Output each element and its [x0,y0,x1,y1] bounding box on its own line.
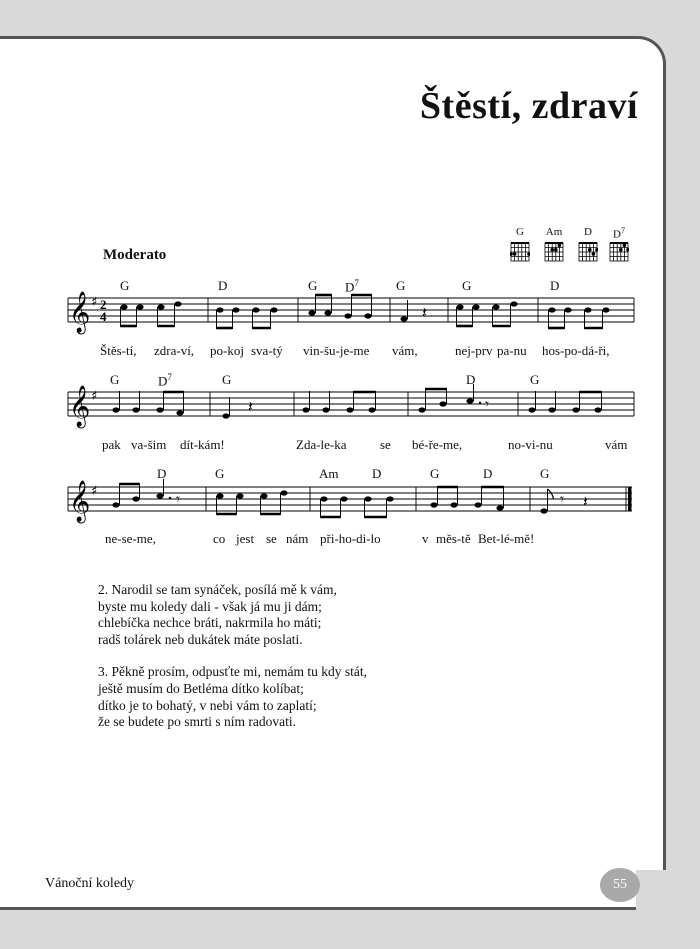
music-staff-3 [60,469,640,589]
quarter-rest-icon: 𝄽 [248,397,253,416]
chord-diagram-name: Am [545,226,563,238]
verse-line: 3. Pěkně prosím, odpusťte mi, nemám tu kdy stát, [98,664,367,680]
treble-clef-icon: 𝄞 [69,481,91,522]
lyric: dít-kám! [180,437,225,452]
treble-clef-icon: 𝄞 [69,386,91,427]
svg-text:4: 4 [100,309,107,324]
guitar-grid-icon [544,239,564,263]
lyric: Zda-le-ka [296,437,347,452]
chord-diagram-name: D [584,226,592,238]
guitar-grid-icon [578,239,598,263]
chord-symbol: G [530,372,540,387]
lyric: ne-se-me, [105,531,156,546]
sharp-icon: ♯ [91,484,98,499]
chord-symbol: G [462,278,472,293]
lyric: vin-šu-je-me [303,343,370,358]
verse-line: radš tolárek neb dukátek máte poslati. [98,631,303,647]
verses [98,582,367,731]
chord-symbol: G [110,372,120,387]
lyric: va-šim [131,437,167,452]
chord-symbol: D [466,372,476,387]
chord-diagram-g [507,226,533,263]
treble-clef-icon: 𝄞 [69,292,91,333]
chord-symbol: D [372,466,382,481]
lyric: pak [102,437,121,452]
chord-symbol: G [120,278,130,293]
chord-symbol: G [396,278,406,293]
chord-symbol: $D^7$ [345,278,359,295]
chord-symbol: D [550,278,560,293]
chord-diagram-am [541,226,567,263]
chord-symbol: G [215,466,225,481]
lyric: nej-prv [455,343,493,358]
chord-diagrams [507,226,632,266]
lyric: vám, [392,343,418,358]
chord-symbol: Am [319,466,339,481]
lyric: Bet-lé-mě! [478,531,535,546]
lyric: zdra-ví, [154,343,195,358]
verse-line: že se budete po smrti s ním radovati. [98,714,296,730]
lyric: hos-po-dá-ři, [542,343,610,358]
lyric: sva-tý [251,343,283,358]
verse-line: byste mu koledy dali - však já mu ji dám; [98,598,322,614]
verse-line: ještě musím do Betléma dítko kolíbat; [98,680,304,696]
page-number: 55 [600,868,640,902]
page-tab-cutout [636,870,666,910]
lyric: nám [286,531,309,546]
lyric: Štěs-tí, [100,343,137,358]
quarter-rest-icon: 𝄽 [422,303,427,322]
tempo-marking: Moderato [103,247,167,263]
lyric: se [266,531,277,546]
notes [120,294,609,329]
lyric: co [213,531,226,546]
chord-diagram-d7 [606,226,632,263]
book-title-footer: Vánoční koledy [45,876,135,891]
eighth-rest-icon: 𝄾 [485,395,489,413]
quarter-rest-icon: 𝄽 [583,492,588,511]
lyric: se [380,437,391,452]
guitar-grid-icon [510,239,530,263]
lyric: při-ho-di-lo [320,531,381,546]
sharp-icon: ♯ [91,389,98,404]
eighth-rest-icon: 𝄾 [176,490,180,508]
lyric: vám [605,437,628,452]
verse-line: chlebíčka nechce bráti, nakrmila ho máti; [98,615,322,631]
final-barline [628,487,632,511]
lyric: po-koj [210,343,244,358]
chord-diagram-name: D [613,228,621,241]
verse-2 [98,582,367,648]
chord-symbol: D [157,466,167,481]
song-title: Štěstí, zdraví [419,85,638,127]
chord-symbol: G [222,372,232,387]
sharp-icon: ♯ [91,295,98,310]
guitar-grid-icon [609,239,629,263]
lyric: měs-tě [436,531,471,546]
chord-symbol: G [540,466,550,481]
chord-symbol: $D^7$ [158,372,172,389]
lyric: jest [236,531,255,546]
chord-symbol: G [308,278,318,293]
lyric: pa-nu [497,343,527,358]
verse-line: 2. Narodil se tam synáček, posílá mě k vám, [98,582,337,597]
chord-diagram-d [575,226,601,263]
chord-symbol: D [483,466,493,481]
chord-symbol: G [430,466,440,481]
lyric: v [422,531,429,546]
chord-diagram-name: G [516,226,524,238]
eighth-flag [548,489,554,499]
verse-3 [98,664,367,730]
verse-line: dítko je to bohatý, v nebi vám to zaplatí; [98,697,317,713]
chord-diagram-sup: 7 [620,226,625,235]
lyric: bé-ře-me, [412,437,463,452]
eighth-rest-icon: 𝄾 [560,490,564,508]
svg-text:2: 2 [100,297,107,312]
lyric: no-vi-nu [508,437,553,452]
chord-symbol: D [218,278,228,293]
